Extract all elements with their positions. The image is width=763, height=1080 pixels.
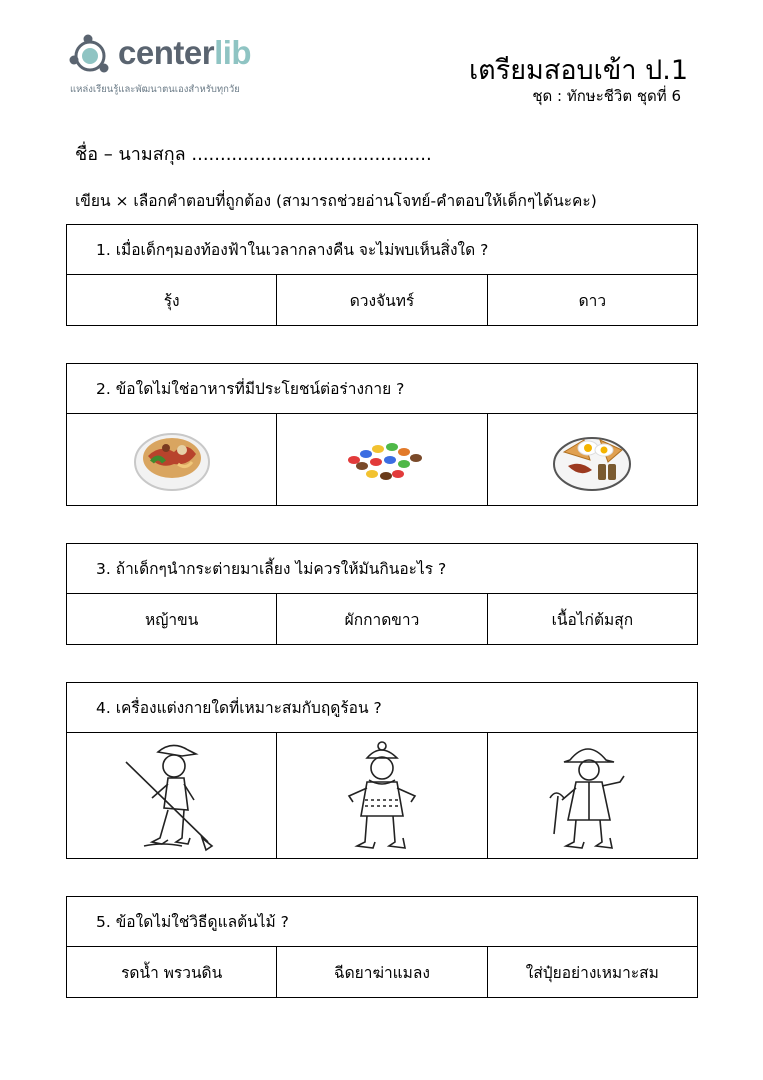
logo-molecule-icon: [66, 32, 114, 80]
answer-option[interactable]: เนื้อไก่ต้มสุก: [487, 594, 697, 644]
question-1: [66, 224, 698, 326]
question-3: [66, 543, 698, 645]
brand-wordmark: [118, 34, 251, 72]
answer-option-image[interactable]: [276, 733, 486, 858]
question-text: 2. ข้อใดไม่ใช่อาหารที่มีประโยชน์ต่อร่างกาย ?: [67, 364, 697, 414]
question-5: [66, 896, 698, 998]
answer-option-image[interactable]: [67, 733, 276, 858]
breakfast-plate-icon: [550, 426, 634, 494]
answer-option[interactable]: ดาว: [487, 275, 697, 325]
question-text: 1. เมื่อเด็กๆมองท้องฟ้าในเวลากลางคืน จะไม่พบเห็นสิ่งใด ?: [67, 225, 697, 275]
brand-logo: [66, 32, 296, 102]
answer-option[interactable]: ใส่ปุ๋ยอย่างเหมาะสม: [487, 947, 697, 997]
question-text: 3. ถ้าเด็กๆนำกระต่ายมาเลี้ยง ไม่ควรให้มันกินอะไร ?: [67, 544, 697, 594]
page-title: เตรียมสอบเข้า ป.1: [468, 55, 688, 86]
answer-option[interactable]: หญ้าขน: [145, 610, 199, 629]
child-winter-clothes-icon: [337, 738, 427, 854]
answer-option-image[interactable]: [276, 414, 486, 505]
question-4: [66, 682, 698, 859]
brand-name-part2: lib: [214, 34, 252, 71]
answer-option[interactable]: รดน้ำ พรวนดิน: [121, 963, 223, 982]
name-field-line[interactable]: ชื่อ – นามสกุล ..........................................: [75, 144, 432, 165]
child-gardening-icon: [122, 738, 222, 854]
answer-option[interactable]: รุ้ง: [163, 291, 180, 310]
question-text: 4. เครื่องแต่งกายใดที่เหมาะสมกับฤดูร้อน ?: [67, 683, 697, 733]
answer-option[interactable]: ดวงจันทร์: [276, 275, 486, 325]
question-2: [66, 363, 698, 506]
answer-option-image[interactable]: [487, 733, 697, 858]
brand-tagline: แหล่งเรียนรู้และพัฒนาตนเองสำหรับทุกวัย: [70, 84, 240, 95]
instruction-text: เขียน × เลือกคำตอบที่ถูกต้อง (สามารถช่วยอ่านโจทย์-คำตอบให้เด็กๆได้นะคะ): [75, 192, 597, 210]
answer-option[interactable]: ฉีดยาฆ่าแมลง: [276, 947, 486, 997]
brand-name-part1: center: [118, 34, 215, 71]
answer-option-image[interactable]: [67, 414, 276, 505]
page-subtitle: ชุด : ทักษะชีวิต ชุดที่ 6: [532, 87, 681, 105]
noodle-bowl-icon: [130, 426, 214, 494]
candy-chocolates-icon: [334, 432, 430, 488]
answer-option-image[interactable]: [487, 414, 697, 505]
question-text: 5. ข้อใดไม่ใช่วิธีดูแลต้นไม้ ?: [67, 897, 697, 947]
child-raincoat-icon: [544, 738, 640, 854]
answer-option[interactable]: ผักกาดขาว: [276, 594, 486, 644]
